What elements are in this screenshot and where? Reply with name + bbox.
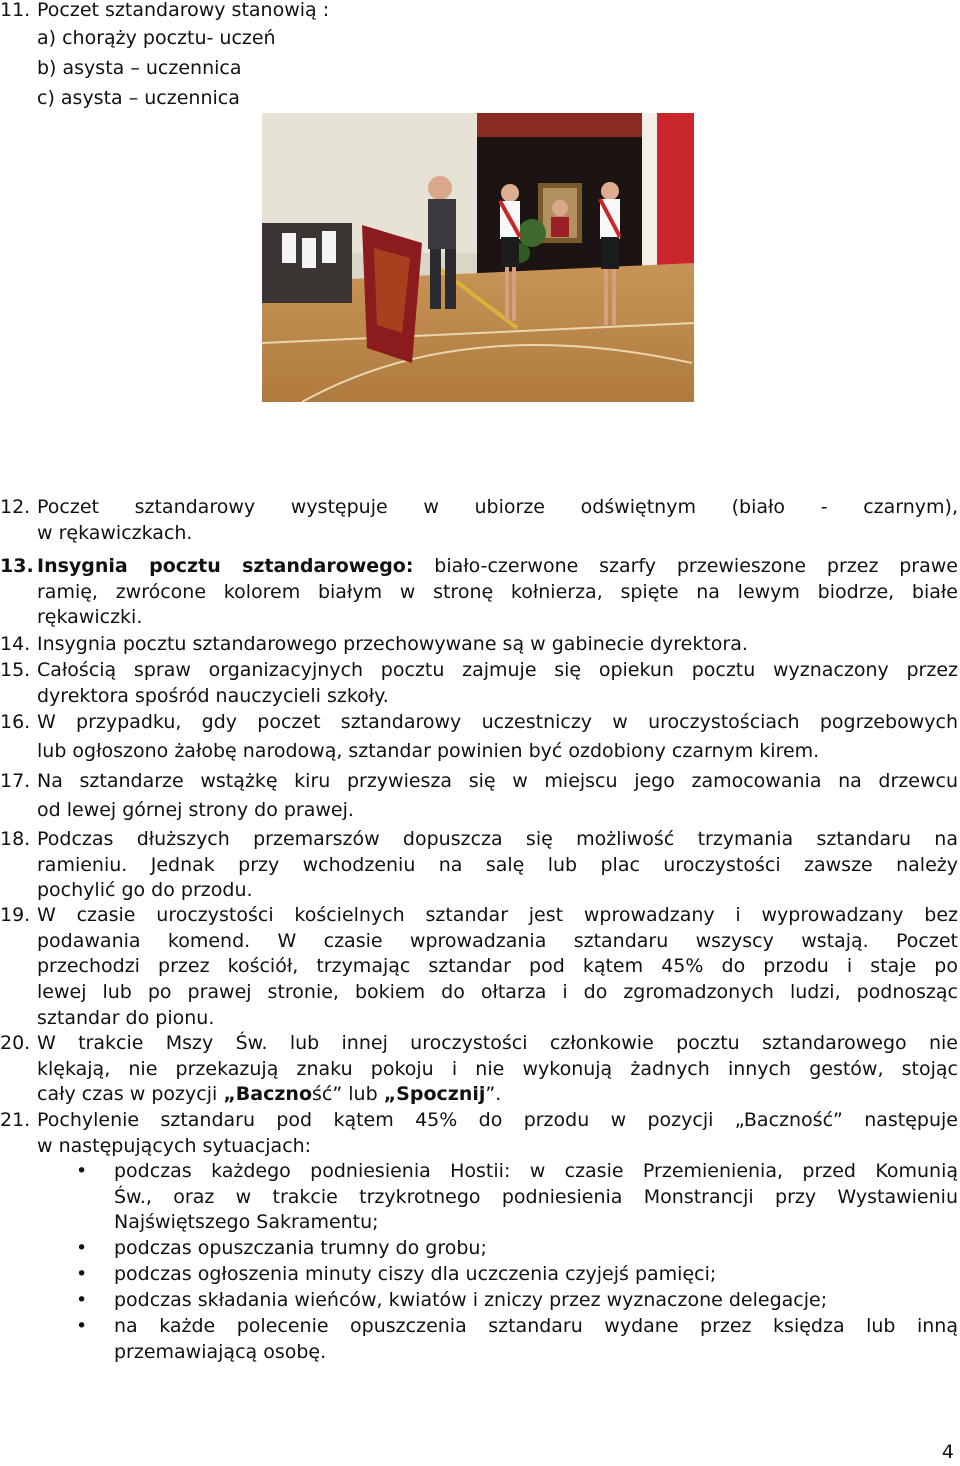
item-text-line: W trakcie Mszy Św. lub innej uroczystości członkowie pocztu sztandarowego nie [37,1032,958,1054]
bullet-item [0,1236,958,1262]
list-item-14 [0,632,958,658]
item-text-line: Podczas dłuższych przemarszów dopuszcza się możliwość trzymania sztandaru na [37,828,958,850]
bullet-text-line: na każde polecenie opuszczenia sztandaru wydane przez księdza lub inną [114,1315,958,1337]
item-text: Poczet sztandarowy stanowią : [37,0,330,21]
list-item-11 [0,0,958,24]
item-text-line: Całością spraw organizacyjnych pocztu zajmuje się opiekun pocztu wyznaczony przez [37,659,958,681]
item-text-line: w następujących sytuacjach: [37,1134,312,1157]
list-item-15 [0,658,958,709]
item-text-line: w rękawiczkach. [37,521,193,544]
bold-term: Insygnia pocztu sztandarowego: [37,555,414,577]
item-text-line: ramię, zwrócone kolorem białym w stronę kołnierza, spięte na lewym biodrze, białe [37,580,958,603]
bullet-item [0,1314,958,1365]
item-text-line: sztandar do pionu. [37,1006,215,1029]
item-number: 16. [0,711,31,733]
bullet-item [0,1288,958,1314]
item-number: 17. [0,770,31,792]
item-text-line: Na sztandarze wstążkę kiru przywiesza się w miejscu jego zamocowania na drzewcu [37,770,958,792]
item-text: cały czas w pozycji [37,1083,224,1106]
item-number: 11. [0,0,31,21]
item-number: 20. [0,1032,31,1054]
bullet-icon: • [76,1289,88,1311]
bold-term-spocznij: „Spocznij [383,1083,486,1106]
list-item-20 [0,1031,958,1108]
sub-item-b: b) asysta – uczennica [37,57,242,79]
item-text-line [37,1082,958,1108]
poczet-sztandarowy-photo [262,113,694,402]
item-text-line [37,554,958,580]
list-item-21 [0,1108,958,1159]
page-number: 4 [941,1441,954,1463]
bullet-text-line: przemawiającą osobę. [114,1340,327,1363]
item-text-line: Insygnia pocztu sztandarowego przechowywane są w gabinecie dyrektora. [37,633,748,655]
list-item-19 [0,903,958,1032]
list-item-18 [0,827,958,904]
bullet-text-line: podczas składania wieńców, kwiatów i zniczy przez wyznaczone delegacje; [114,1289,828,1311]
bullet-item [0,1262,958,1288]
bullet-icon: • [76,1160,88,1182]
bullet-item [0,1159,958,1236]
item-text: ”. [485,1083,502,1106]
bullet-icon: • [76,1315,88,1337]
item-number: 12. [0,496,31,518]
item-text-line: Poczet sztandarowy występuje w ubiorze odświętnym (biało - czarnym), [37,496,958,518]
item-text: lub [342,1083,384,1106]
list-item-17 [0,767,958,825]
item-text-line: Pochylenie sztandaru pod kątem 45% do przodu w pozycji „Baczność” następuje [37,1109,958,1131]
bullet-text-line: Św., oraz w trakcie trzykrotnego podniesienia Monstrancji przy Wystawieniu [114,1185,958,1208]
item-text-line: podawania komend. W czasie wprowadzania sztandaru wszyscy wstają. Poczet [37,929,958,952]
item-text-line: ramieniu. Jednak przy wchodzeniu na salę lub plac uroczystości zawsze należy [37,853,958,876]
item-text: biało-czerwone szarfy przewieszone przez prawe [413,555,958,577]
item-number: 13. [0,555,34,577]
item-text-line: klękają, nie przekazują znaku pokoju i nie wykonują żadnych innych gestów, stojąc [37,1057,958,1080]
item-text: ść” [312,1083,343,1106]
list-item-16 [0,708,958,766]
bullet-text-line: Najświętszego Sakramentu; [114,1211,379,1234]
item-number: 14. [0,633,31,655]
item-text-line: lub ogłoszono żałobę narodową, sztandar powinien być ozdobiony czarnym kirem. [37,740,820,762]
bold-term-bacznosc: „Baczno [223,1083,313,1106]
item-text-line: rękawiczki. [37,606,143,629]
list-item-12 [0,495,958,546]
item-number: 19. [0,904,31,926]
item-text-line: lewej lub po prawej stronie, bokiem do ołtarza i do zgromadzonych ludzi, podnosząc [37,981,958,1004]
item-text-line: W czasie uroczystości kościelnych sztandar jest wprowadzany i wyprowadzany bez [37,904,958,926]
sub-item-c: c) asysta – uczennica [37,87,240,109]
item-text-line: dyrektora spośród nauczycieli szkoły. [37,684,389,707]
list-item-13 [0,554,958,631]
bullet-text-line: podczas opuszczania trumny do grobu; [114,1237,487,1259]
item-number: 21. [0,1109,31,1131]
bullet-text-line: podczas ogłoszenia minuty ciszy dla uczczenia czyjejś pamięci; [114,1263,717,1285]
sub-item-a: a) chorąży pocztu- uczeń [37,27,276,49]
bullet-text-line: podczas każdego podniesienia Hostii: w czasie Przemienienia, przed Komunią [114,1160,958,1182]
item-number: 15. [0,659,31,681]
item-text-line: W przypadku, gdy poczet sztandarowy uczestniczy w uroczystościach pogrzebowych [37,711,958,733]
item-text-line: pochylić go do przodu. [37,879,253,902]
item-text-line: przechodzi przez kościół, trzymając sztandar pod kątem 45% do przodu i staje po [37,955,958,978]
bullet-icon: • [76,1263,88,1285]
bullet-icon: • [76,1237,88,1259]
item-text-line: od lewej górnej strony do prawej. [37,799,354,821]
item-number: 18. [0,828,31,850]
